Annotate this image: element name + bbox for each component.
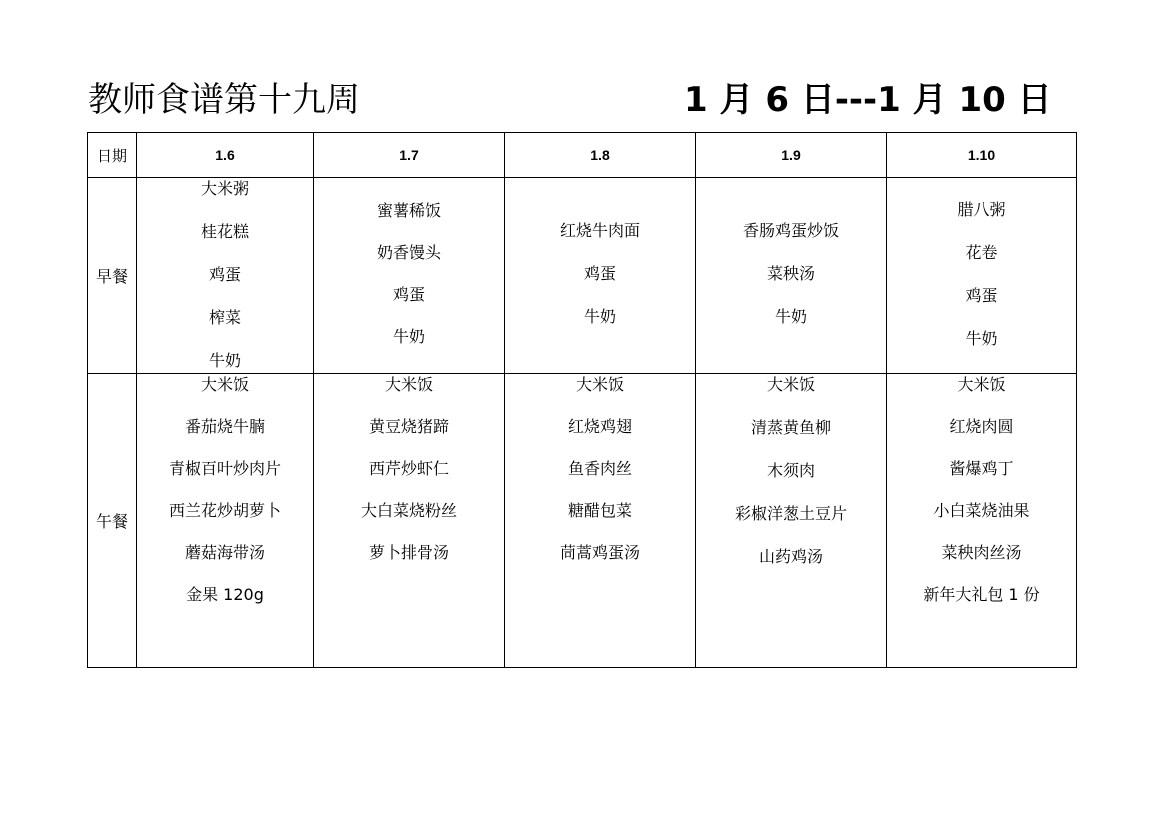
menu-item: 大米饭 (766, 375, 815, 394)
menu-item: 萝卜排骨汤 (368, 543, 449, 562)
menu-item: 大米饭 (957, 375, 1006, 394)
menu-item: 新年大礼包 1 份 (923, 585, 1040, 604)
menu-item: 桂花糕 (200, 222, 249, 241)
menu-item: 牛奶 (965, 329, 998, 348)
menu-item: 西芹炒虾仁 (368, 459, 449, 478)
breakfast-row (88, 178, 1077, 374)
menu-item: 青椒百叶炒肉片 (168, 459, 281, 478)
menu-item: 榨菜 (208, 308, 241, 327)
menu-item: 清蒸黄鱼柳 (750, 418, 831, 437)
menu-item: 花卷 (965, 243, 998, 262)
menu-item: 红烧牛肉面 (559, 221, 640, 240)
lunch-cell (696, 374, 887, 668)
menu-item: 番茄烧牛腩 (184, 417, 265, 436)
menu-item: 大米饭 (575, 375, 624, 394)
menu-item: 香肠鸡蛋炒饭 (742, 221, 839, 240)
menu-item: 小白菜烧油果 (933, 501, 1030, 520)
breakfast-label: 早餐 (88, 178, 137, 374)
menu-item: 菜秧肉丝汤 (941, 543, 1022, 562)
menu-item: 鸡蛋 (392, 285, 425, 304)
date-cell: 1.9 (696, 133, 887, 178)
menu-table (87, 132, 1077, 668)
breakfast-cell (505, 178, 696, 374)
menu-item: 山药鸡汤 (758, 547, 823, 566)
breakfast-cell (696, 178, 887, 374)
menu-item: 彩椒洋葱土豆片 (734, 504, 847, 523)
date-range: 1 月 6 日---1 月 10 日 (684, 80, 1052, 120)
menu-item: 鸡蛋 (208, 265, 241, 284)
menu-item: 腊八粥 (957, 200, 1006, 219)
date-cell: 1.7 (314, 133, 505, 178)
menu-item: 酱爆鸡丁 (949, 459, 1014, 478)
date-header-label: 日期 (88, 133, 137, 178)
menu-item: 大白菜烧粉丝 (360, 501, 457, 520)
menu-item: 金果 120g (186, 585, 264, 604)
lunch-cell (314, 374, 505, 668)
menu-item: 西兰花炒胡萝卜 (168, 501, 281, 520)
menu-item: 牛奶 (774, 307, 807, 326)
lunch-cell (887, 374, 1077, 668)
menu-item: 蜜薯稀饭 (376, 201, 441, 220)
menu-item: 黄豆烧猪蹄 (368, 417, 449, 436)
breakfast-cell (887, 178, 1077, 374)
menu-item: 蘑菇海带汤 (184, 543, 265, 562)
lunch-row (88, 374, 1077, 668)
menu-item: 菜秧汤 (766, 264, 815, 283)
menu-item: 红烧肉圆 (949, 417, 1014, 436)
menu-item: 大米粥 (200, 179, 249, 198)
menu-item: 木须肉 (766, 461, 815, 480)
date-cell: 1.8 (505, 133, 696, 178)
menu-item: 红烧鸡翅 (567, 417, 632, 436)
menu-item: 糖醋包菜 (567, 501, 632, 520)
date-cell: 1.6 (137, 133, 314, 178)
lunch-label: 午餐 (88, 374, 137, 668)
date-cell: 1.10 (887, 133, 1077, 178)
menu-item: 大米饭 (200, 375, 249, 394)
menu-item: 鸡蛋 (965, 286, 998, 305)
lunch-cell (137, 374, 314, 668)
menu-item: 牛奶 (392, 327, 425, 346)
menu-item: 鸡蛋 (583, 264, 616, 283)
lunch-cell (505, 374, 696, 668)
menu-item: 牛奶 (583, 307, 616, 326)
header-row (88, 133, 1077, 178)
breakfast-cell (314, 178, 505, 374)
breakfast-cell (137, 178, 314, 374)
menu-item: 奶香馒头 (376, 243, 441, 262)
menu-item: 茼蒿鸡蛋汤 (559, 543, 640, 562)
menu-item: 牛奶 (208, 351, 241, 370)
menu-item: 鱼香肉丝 (567, 459, 632, 478)
menu-item: 大米饭 (384, 375, 433, 394)
menu-title: 教师食谱第十九周 (88, 80, 360, 120)
